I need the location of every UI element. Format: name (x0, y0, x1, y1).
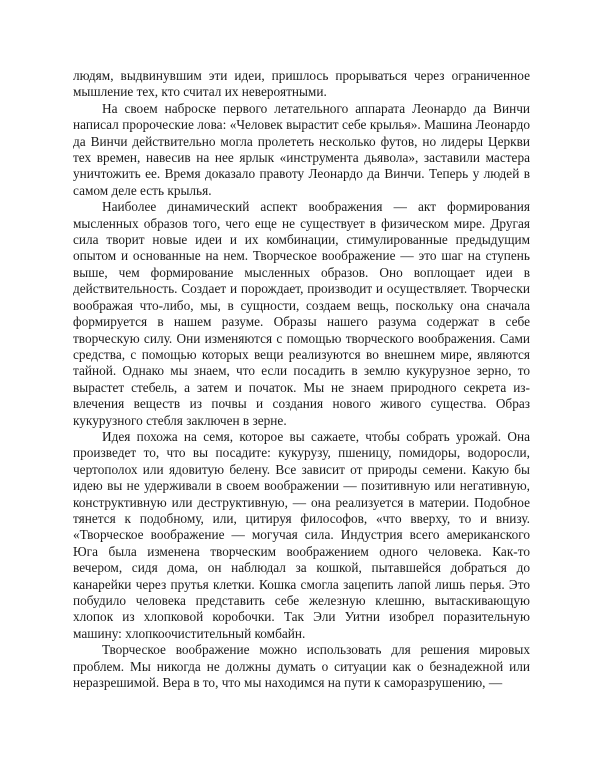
paragraph-4: Идея похожа на семя, которое вы сажаете, чтобы собрать урожай. Она произведет то, что вы посадите: кукурузу, пшеницу, помидоры, водоросли, чертополох или ядовитую белену. Все зависит от природы семени. Какую бы идею вы не удерживали в своем воображении — позитивную или негативную, конструктивную или деструктивную, — она реализуется в материи. Подобное тянется к подобному, или, цитируя философов, «что вверху, то и внизу. «Творческое воображение — могучая сила. Индустрия всего американского Юга была изменена творческим воображением одного человека. Как-то вечером, сидя дома, он наблюдал за кошкой, пытавшейся добраться до канарейки через прутья клетки. Кошка смогла зацепить лапой лишь перья. Это побудило человека представить себе железную клешню, вытаскивающую хлопок из хлопковой коробочки. Так Эли Уитни изобрел поразительную машину: хлопкоочистительный комбайн. (73, 428, 530, 641)
paragraph-5: Творческое воображение можно использовать для решения мировых проблем. Мы никогда не должны думать о ситуации как о безнадежной или неразрешимой. Вера в то, что мы находимся на пути к саморазрушению, — (73, 642, 530, 691)
paragraph-3: Наиболее динамический аспект воображения — акт формирования мысленных образов того, чего еще не существует в физическом мире. Другая сила творит новые идеи и их комбинации, стимулированные предыдущим опытом и основанные на нем. Творческое воображение — это шаг на ступень выше, чем формирование мысленных образов. Оно воплощает идеи в действительность. Создает и порождает, производит и осуществляет. Творчески воображая что-либо, мы, в сущности, создаем вещь, поскольку она сначала формируется в нашем разуме. Образы нашего разума содержат в себе творческую силу. Они изменяются с помощью творческого воображения. Сами средства, с помощью которых вещи реализуются во внешнем мире, являются тайной. Однако мы знаем, что если посадить в землю кукурузное зерно, то вырастет стебель, а затем и початок. Мы не знаем природного секрета из-влечения веществ из почвы и создания нового живого существа. Образ кукурузного стебля заключен в зерне. (73, 199, 530, 428)
document-page (73, 68, 530, 691)
paragraph-2: На своем наброске первого летательного аппарата Леонардо да Винчи написал пророческие лова: «Человек вырастит себе крылья». Машина Леонардо да Винчи действительно могла пролететь несколько футов, но лидеры Церкви тех времен, навесив на нее ярлык «инструмента дьявола», заставили мастера уничтожить ее. Время доказало правоту Леонардо да Винчи. Теперь у людей в самом деле есть крылья. (73, 100, 530, 198)
paragraph-1: людям, выдвинувшим эти идеи, пришлось прорываться через ограниченное мышление тех, кто считал их невероятными. (73, 68, 530, 100)
